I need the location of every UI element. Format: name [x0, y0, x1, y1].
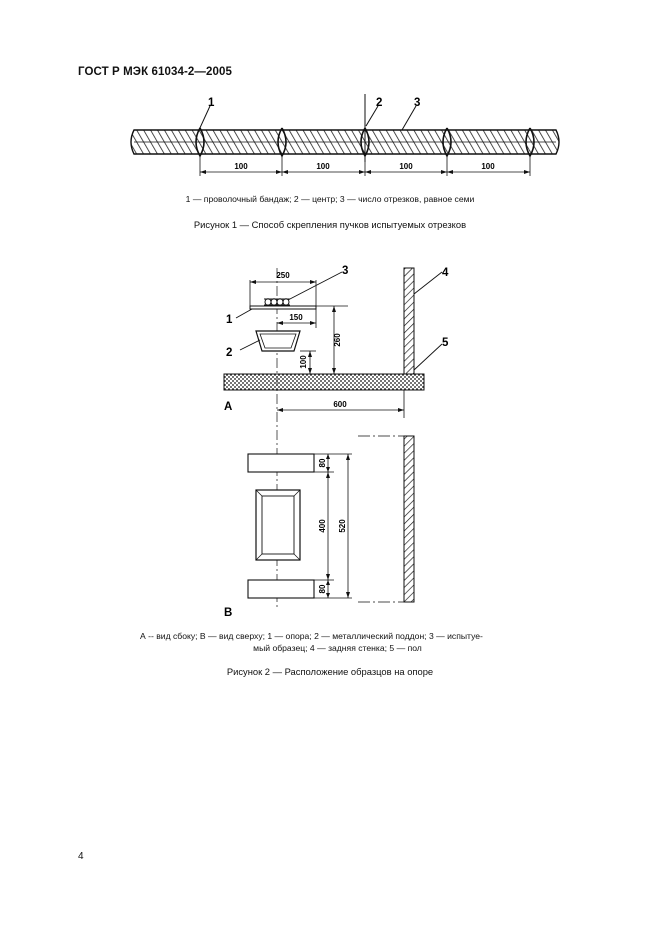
leader-line [366, 106, 378, 126]
dimension-label: 250 [276, 271, 290, 280]
metal-tray [256, 490, 300, 560]
support-top [248, 454, 314, 472]
support-shelf [250, 306, 316, 309]
leader-line [414, 272, 442, 294]
document-header: ГОСТ Р МЭК 61034-2—2005 [78, 66, 232, 78]
dimension-label: 150 [289, 313, 303, 322]
view-label-b: B [224, 607, 233, 618]
dimension-label: 80 [318, 584, 327, 594]
dimension-label: 80 [318, 458, 327, 468]
callout-5: 5 [442, 337, 449, 349]
leader-line [236, 309, 252, 318]
callout-4: 4 [442, 267, 449, 279]
leader-line [240, 340, 260, 350]
dimension-label: 100 [299, 355, 308, 369]
figure-2-drawing [210, 258, 470, 618]
callout-2: 2 [376, 97, 383, 109]
figure-2-legend-line-2: мый образец; 4 — задняя стенка; 5 — пол [253, 643, 422, 653]
back-wall [404, 436, 414, 602]
dimension-label: 600 [333, 400, 347, 409]
figure-2-legend-line-1: А -- вид сбоку; В — вид сверху; 1 — опора; 2 — металлический поддон; 3 — испытуе- [140, 631, 483, 641]
view-label-a: A [224, 401, 233, 413]
dimension-label: 260 [333, 333, 342, 347]
figure-1-legend: 1 — проволочный бандаж; 2 — центр; 3 — число отрезков, равное семи [185, 194, 475, 204]
dimension-label: 520 [338, 519, 347, 533]
leader-line [288, 272, 342, 300]
page-number: 4 [78, 851, 84, 862]
specimen [264, 299, 290, 306]
figure-1-drawing [120, 90, 570, 185]
back-wall [404, 268, 414, 374]
callout-1: 1 [208, 97, 215, 109]
leader-line [199, 106, 210, 130]
figure-2-title: Рисунок 2 — Расположение образцов на опоре [226, 666, 434, 677]
floor [224, 374, 424, 390]
dimension-label: 100 [399, 162, 413, 171]
leader-line [402, 106, 416, 130]
support-bottom [248, 580, 314, 598]
callout-3: 3 [342, 265, 349, 277]
dimension-label: 400 [318, 519, 327, 533]
callout-2: 2 [226, 347, 233, 359]
callout-3: 3 [414, 97, 421, 109]
dimension-label: 100 [234, 162, 248, 171]
dimension-label: 100 [316, 162, 330, 171]
figure-1-title: Рисунок 1 — Способ скрепления пучков испытуемых отрезков [193, 219, 467, 230]
callout-1: 1 [226, 314, 233, 326]
leader-line [414, 344, 442, 370]
dimension-label: 100 [481, 162, 495, 171]
